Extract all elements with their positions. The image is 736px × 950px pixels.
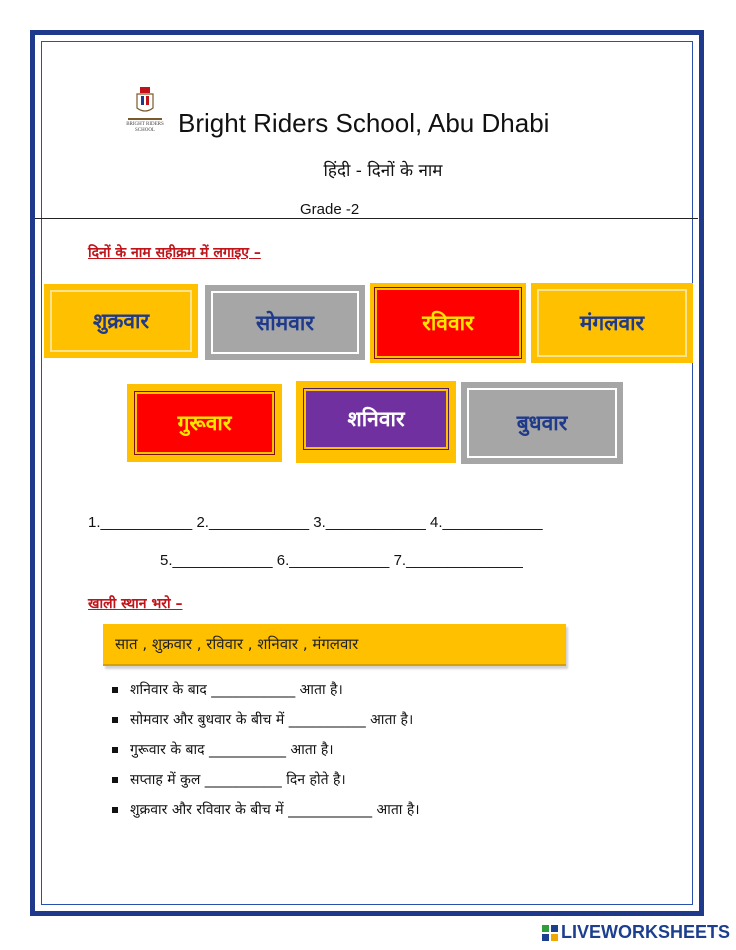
day-card-saturday[interactable] — [296, 381, 456, 463]
day-card-label: रविवार — [422, 311, 474, 335]
day-card-sunday[interactable] — [370, 283, 526, 363]
order-blanks-row2[interactable]: 5.____________ 6.____________ 7.______________ — [160, 552, 523, 569]
liveworksheets-logo-icon — [542, 925, 558, 941]
section2-instruction: खाली स्थान भरो – — [88, 596, 183, 612]
day-card-friday[interactable] — [44, 284, 198, 358]
day-card-label: सोमवार — [256, 310, 314, 335]
sentence-text: गुरूवार के बाद ___________ आता है। — [130, 742, 334, 758]
sentence-text: शनिवार के बाद ____________ आता है। — [130, 682, 343, 698]
day-card-wednesday[interactable] — [461, 382, 623, 464]
bullet-icon — [112, 747, 118, 753]
bullet-icon — [112, 717, 118, 723]
day-card-tuesday[interactable] — [531, 283, 693, 363]
day-card-label: बुधवार — [516, 411, 568, 435]
school-name: Bright Riders School, Abu Dhabi — [178, 108, 550, 138]
bullet-icon — [112, 687, 118, 693]
day-card-label: मंगलवार — [579, 311, 645, 335]
sentence-text: शुक्रवार और रविवार के बीच में ____________ आता है। — [130, 802, 420, 818]
list-item[interactable] — [108, 708, 420, 738]
worksheet-subject: हिंदी - दिनों के नाम — [323, 161, 443, 181]
grade-label: Grade -2 — [300, 201, 360, 218]
order-blanks-row1[interactable]: 1.___________ 2.____________ 3.____________ 4.____________ — [88, 514, 543, 531]
day-card-label: गुरूवार — [177, 411, 232, 435]
list-item[interactable] — [108, 798, 420, 828]
day-card-label: शनिवार — [347, 407, 405, 431]
school-logo — [120, 86, 170, 138]
list-item[interactable] — [108, 678, 420, 708]
word-bank: सात , शुक्रवार , रविवार , शनिवार , मंगलवार — [103, 624, 566, 666]
sentence-text: सप्ताह में कुल ___________ दिन होते है। — [130, 772, 346, 788]
day-card-label: शुक्रवार — [92, 309, 150, 333]
day-card-thursday[interactable] — [127, 384, 282, 462]
section1-instruction: दिनों के नाम सहीक्रम में लगाइए – — [88, 245, 261, 261]
bullet-icon — [112, 777, 118, 783]
brand-label: LIVEWORKSHEETS — [560, 922, 730, 942]
liveworksheets-brand[interactable] — [542, 922, 730, 943]
logo-caption: BRIGHT RIDERS SCHOOL — [126, 122, 164, 133]
bullet-icon — [112, 807, 118, 813]
list-item[interactable] — [108, 768, 420, 798]
header-divider — [35, 218, 698, 219]
fill-in-sentences — [108, 678, 420, 828]
day-card-monday[interactable] — [205, 285, 365, 360]
list-item[interactable] — [108, 738, 420, 768]
sentence-text: सोमवार और बुधवार के बीच में ___________ आता है। — [130, 712, 414, 728]
